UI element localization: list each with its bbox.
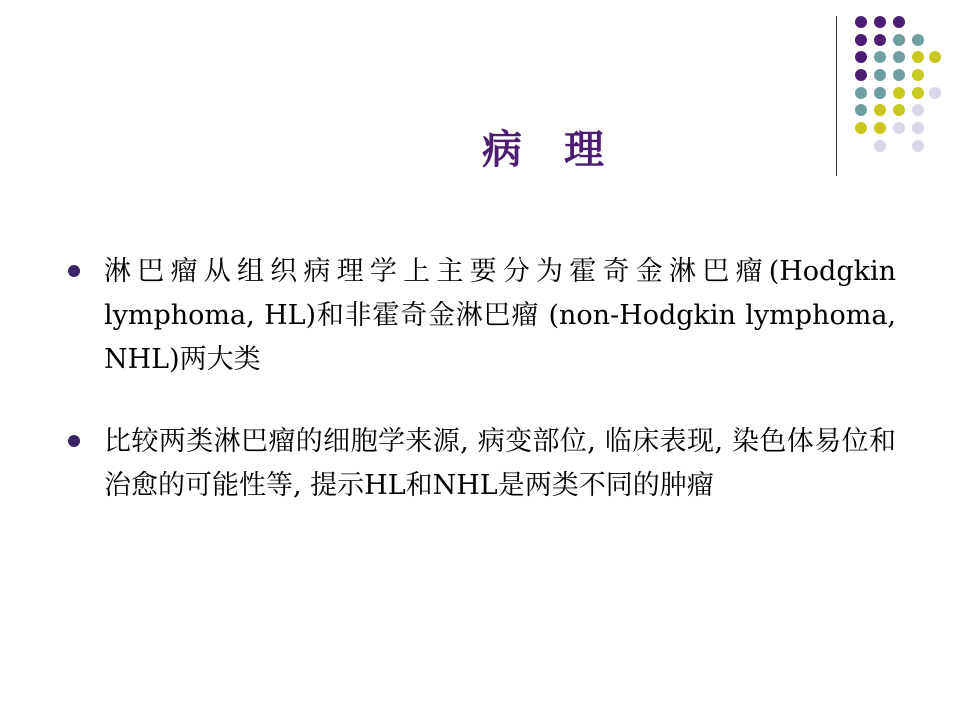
dot xyxy=(874,104,886,116)
dot xyxy=(855,16,867,28)
bullet-item xyxy=(66,250,896,382)
divider-line xyxy=(836,16,837,176)
dot xyxy=(855,34,867,46)
bullet-item xyxy=(66,420,896,508)
dot xyxy=(855,104,867,116)
dot xyxy=(874,122,886,134)
dot xyxy=(929,51,941,63)
dot xyxy=(912,122,924,134)
dot xyxy=(855,51,867,63)
dot xyxy=(855,87,867,99)
bullet-list xyxy=(66,250,896,546)
bullet-icon xyxy=(68,435,80,447)
dot xyxy=(912,69,924,81)
dot xyxy=(874,51,886,63)
dot xyxy=(893,122,905,134)
slide-title: 病 理 xyxy=(482,126,618,173)
dot xyxy=(912,104,924,116)
dot xyxy=(874,34,886,46)
dot xyxy=(893,16,905,28)
dot xyxy=(929,87,941,99)
dot xyxy=(912,34,924,46)
dot xyxy=(855,122,867,134)
dot xyxy=(855,69,867,81)
dot xyxy=(874,16,886,28)
dot xyxy=(893,69,905,81)
bullet-text: 比较两类淋巴瘤的细胞学来源, 病变部位, 临床表现, 染色体易位和治愈的可能性等, 提示HL和NHL是两类不同的肿瘤 xyxy=(104,426,896,501)
dot xyxy=(893,104,905,116)
dot xyxy=(912,51,924,63)
dot xyxy=(874,87,886,99)
dot xyxy=(874,140,886,152)
dot xyxy=(874,69,886,81)
dot xyxy=(893,87,905,99)
bullet-icon xyxy=(68,265,80,277)
dot xyxy=(912,87,924,99)
dot xyxy=(912,140,924,152)
dot xyxy=(893,34,905,46)
bullet-text: 淋巴瘤从组织病理学上主要分为霍奇金淋巴瘤(Hodgkin lymphoma, HL)和非霍奇金淋巴瘤 (non-Hodgkin lymphoma, NHL)两大类 xyxy=(104,256,896,375)
dot xyxy=(893,51,905,63)
